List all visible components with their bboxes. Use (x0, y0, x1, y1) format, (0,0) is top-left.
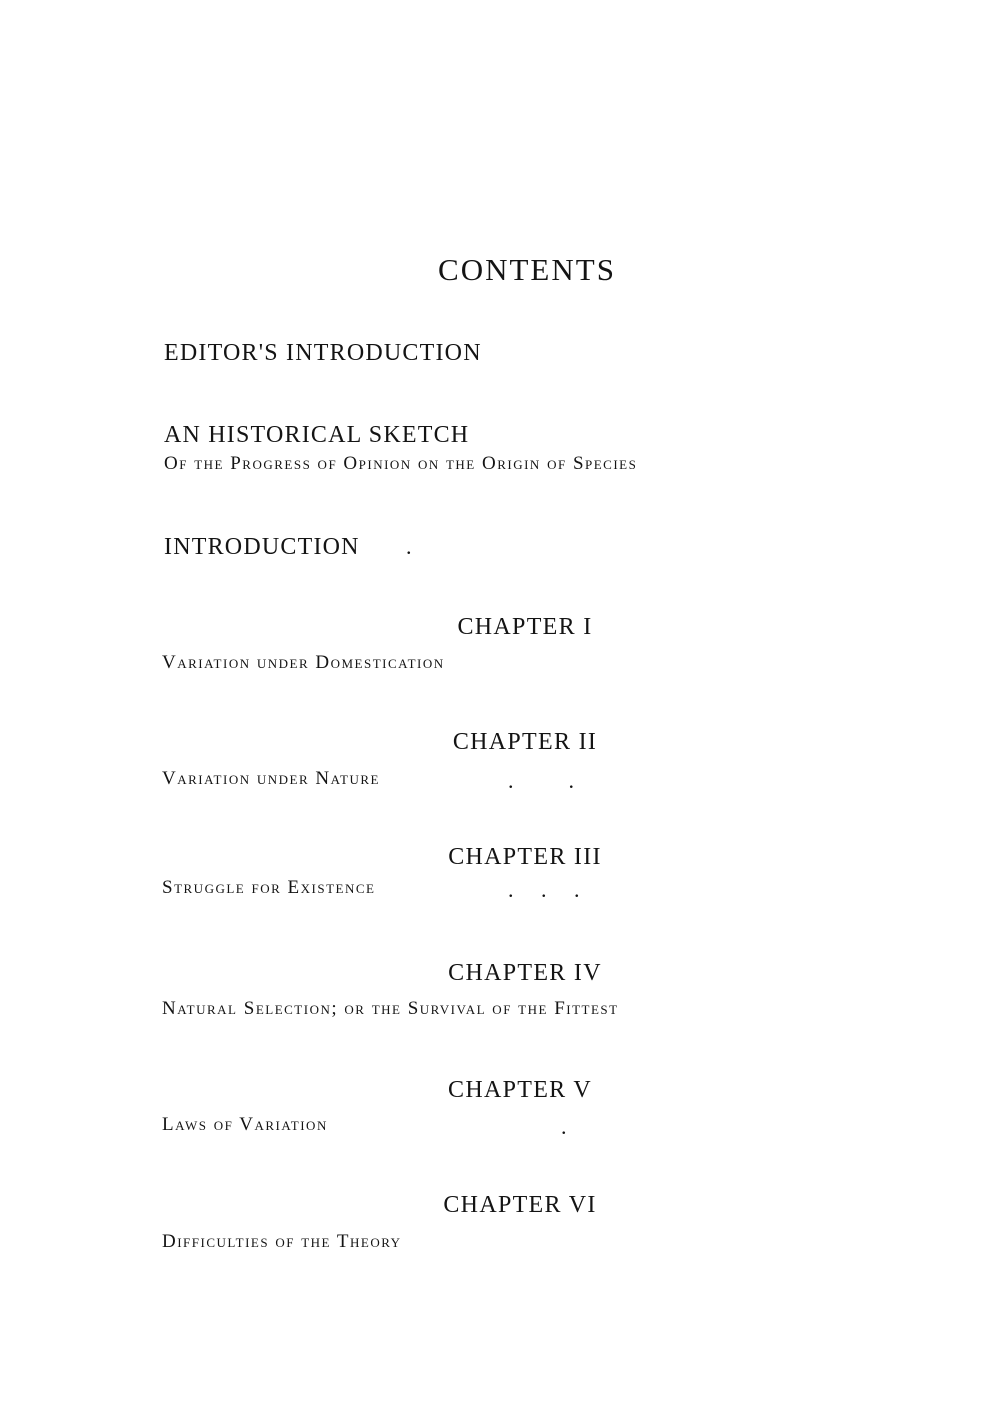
chapter-title: Variation under Nature (162, 768, 380, 789)
chapter-heading: CHAPTER II (452, 729, 598, 755)
chapter-leader-dots: . . . (508, 877, 580, 902)
chapter-leader-dots: . . (508, 768, 574, 793)
page-title: CONTENTS (438, 252, 616, 287)
chapter-leader-dots: . (561, 1114, 567, 1139)
entry-editors-introduction: EDITOR'S INTRODUCTION (164, 340, 482, 366)
entry-introduction-leader-dots: . (406, 534, 412, 559)
chapter-title: Difficulties of the Theory (162, 1231, 402, 1252)
entry-introduction: INTRODUCTION (164, 534, 360, 560)
chapter-heading: CHAPTER III (448, 844, 602, 870)
chapter-title: Natural Selection; or the Survival of the Fittest (162, 998, 619, 1019)
chapter-heading: CHAPTER VI (443, 1192, 597, 1218)
chapter-heading: CHAPTER I (457, 614, 593, 640)
chapter-title: Laws of Variation (162, 1114, 328, 1135)
chapter-heading: CHAPTER V (448, 1077, 592, 1103)
chapter-title: Struggle for Existence (162, 877, 376, 898)
chapter-heading: CHAPTER IV (448, 960, 602, 986)
entry-historical-sketch-subtitle: Of the Progress of Opinion on the Origin of Species (164, 453, 638, 474)
chapter-title: Variation under Domestication (162, 652, 445, 673)
entry-historical-sketch: AN HISTORICAL SKETCH (164, 422, 470, 448)
